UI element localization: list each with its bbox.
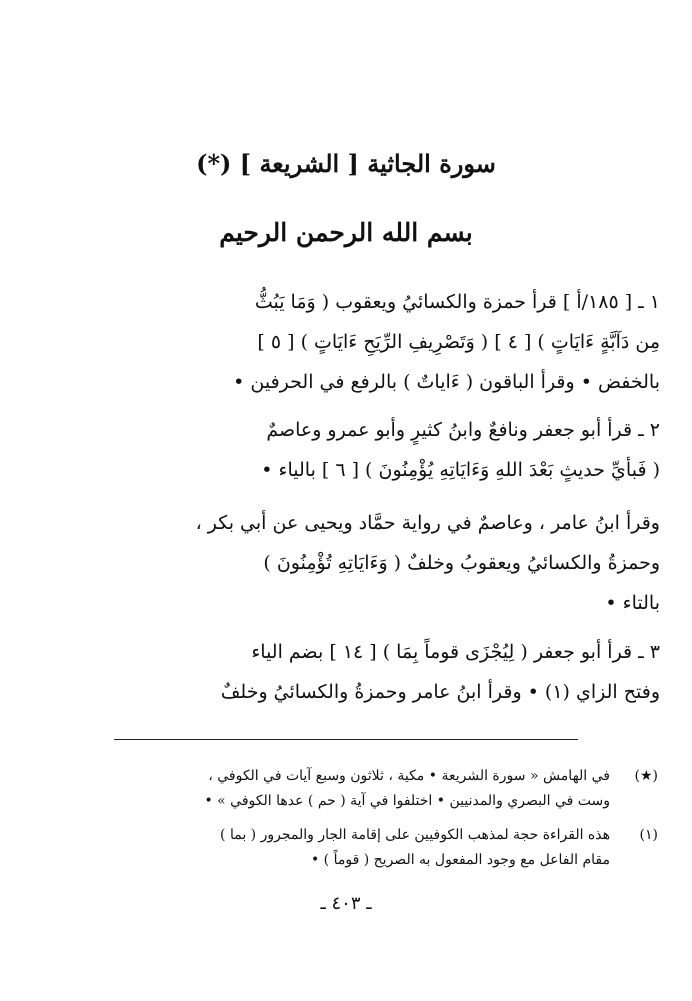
paragraph-line: مِن دَآبَّةٍ ءَايَاتٍ ) [ ٤ ] ( وَتَصْرِيفِ الرِّيَحِ ءَايَاتٍ ) [ ٥ ] (257, 331, 660, 353)
page-number: ـ ٤٠٣ ـ (320, 893, 372, 914)
footnote-line: مقام الفاعل مع وجود المفعول به الصريح ( قوماً ) • (310, 852, 610, 868)
paragraph-2 (28, 410, 660, 490)
basmala-heading: بسم الله الرحمن الرحيم (219, 218, 473, 247)
footnote-line: هذه القراءة حجة لمذهب الكوفيين على إقامة الجار والمجرور ( بما ) (220, 827, 610, 843)
footnote-line: وست في البصري والمدنيين • اختلفوا في آية ( حم ) عدها الكوفي » • (204, 793, 610, 809)
footnote-1 (36, 823, 658, 873)
footnote-divider (114, 739, 578, 740)
paragraph-line: بالتاء • (605, 592, 660, 614)
footnote-marker: (★) (634, 768, 658, 784)
surah-title: سورة الجاثية [ الشريعة ] (*) (196, 149, 496, 178)
paragraph-line: ٢ ـ قرأ أبو جعفر ونافعٌ وابنُ كثيرٍ وأبو عمرو وعاصمٌ (266, 419, 660, 441)
paragraph-1 (28, 282, 660, 402)
paragraph-line: ١ ـ [ ١٨٥/أ ] قرأ حمزة والكسائيُ ويعقوب ( وَمَا يَبُثُّ (254, 291, 660, 313)
paragraph-4 (28, 632, 660, 712)
footnote-star (36, 764, 658, 814)
footnote-line: في الهامش « سورة الشريعة • مكية ، ثلاثون وسبع آيات في الكوفي ، (208, 768, 610, 784)
footnote-marker: (١) (639, 827, 658, 843)
paragraph-3 (28, 503, 660, 623)
paragraph-line: بالخفض • وقرأ الباقون ( ءَاياتٌ ) بالرفع في الحرفين • (233, 371, 660, 393)
paragraph-line: ( فَبأيِّ حديثٍ بَعْدَ اللهِ وَءَايَاتِهِ يُؤْمِنُونَ ) [ ٦ ] بالياء • (261, 459, 660, 481)
paragraph-line: وقرأ ابنُ عامر ، وعاصمٌ في رواية حمَّاد ويحيى عن أبي بكر ، (195, 512, 660, 534)
paragraph-line: وفتح الزاي (١) • وقرأ ابنُ عامر وحمزةُ والكسائيُ وخلفٌ (220, 681, 660, 703)
paragraph-line: وحمزةُ والكسائيُ ويعقوبُ وخلفٌ ( وَءَايَاتِهِ تُؤْمِنُونَ ) (263, 552, 660, 574)
paragraph-line: ٣ ـ قرأ أبو جعفر ( لِيُجْزَى قوماً بِمَا ) [ ١٤ ] بضم الياء (251, 641, 660, 663)
